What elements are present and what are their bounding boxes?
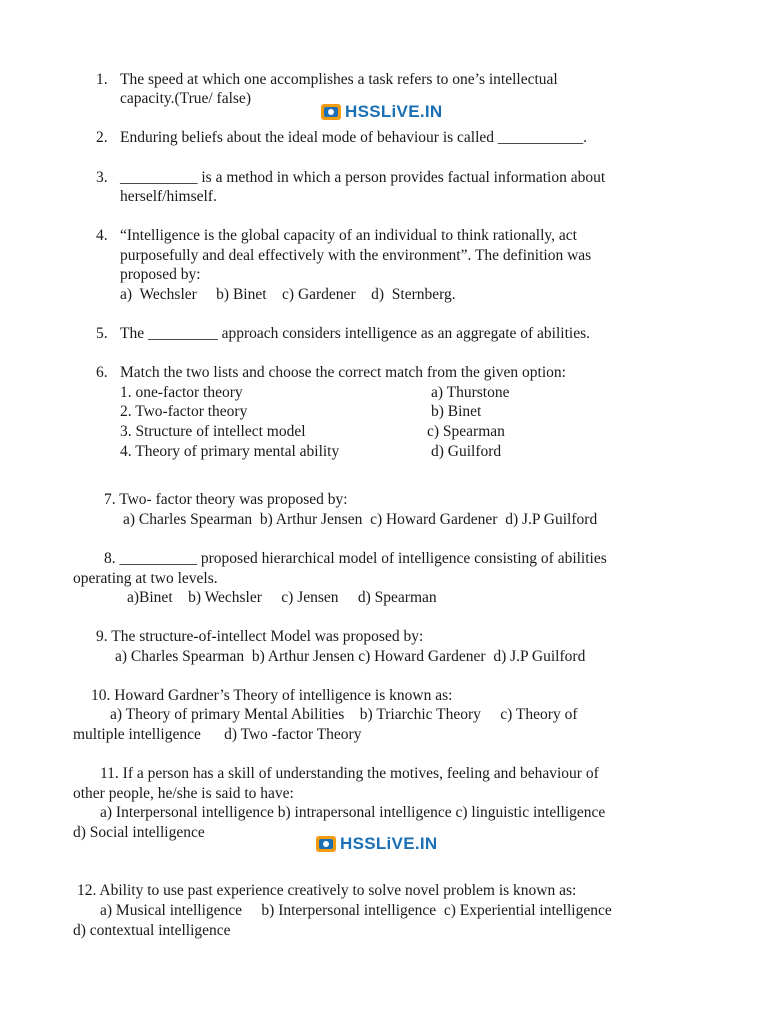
item-number: 6. bbox=[96, 364, 108, 381]
question-9-stem: 9. The structure-of-intellect Model was proposed by: bbox=[96, 628, 424, 645]
match-left-2: 2. Two-factor theory bbox=[120, 403, 248, 420]
question-12-stem: 12. Ability to use past experience creatively to solve novel problem is known as: bbox=[77, 882, 577, 899]
question-5: The _________ approach considers intelligence as an aggregate of abilities. bbox=[120, 325, 591, 342]
question-8-line-2: operating at two levels. bbox=[73, 570, 218, 587]
watermark-logo bbox=[320, 99, 442, 125]
match-left-1: 1. one-factor theory bbox=[120, 384, 243, 401]
question-6-stem: Match the two lists and choose the correct match from the given option: bbox=[120, 364, 566, 381]
question-3-line-1: __________ is a method in which a person provides factual information about bbox=[120, 169, 606, 186]
question-8-line-1: 8. __________ proposed hierarchical model of intelligence consisting of abilities bbox=[104, 550, 607, 567]
question-4-line-2: purposefully and deal effectively with the environment”. The definition was bbox=[120, 247, 592, 264]
question-12-options-1: a) Musical intelligence b) Interpersonal intelligence c) Experiential intelligence bbox=[100, 902, 612, 919]
question-4-line-1: “Intelligence is the global capacity of an individual to think rationally, act bbox=[120, 227, 577, 244]
question-4-options: a) Wechsler b) Binet c) Gardener d) Sternberg. bbox=[120, 286, 456, 303]
item-number: 2. bbox=[96, 129, 108, 146]
item-number: 5. bbox=[96, 325, 108, 342]
question-10-options-2: multiple intelligence d) Two -factor Theory bbox=[73, 726, 362, 743]
logo-icon bbox=[315, 833, 337, 855]
question-11-line-2: other people, he/she is said to have: bbox=[73, 785, 294, 802]
question-10-options-1: a) Theory of primary Mental Abilities b) Triarchic Theory c) Theory of bbox=[110, 706, 578, 723]
question-7-options: a) Charles Spearman b) Arthur Jensen c) Howard Gardener d) J.P Guilford bbox=[123, 511, 598, 528]
question-8-options: a)Binet b) Wechsler c) Jensen d) Spearman bbox=[127, 589, 437, 606]
question-11-options-1: a) Interpersonal intelligence b) intrapersonal intelligence c) linguistic intelligence bbox=[100, 804, 606, 821]
match-left-3: 3. Structure of intellect model bbox=[120, 423, 306, 440]
question-7-stem: 7. Two- factor theory was proposed by: bbox=[104, 491, 348, 508]
logo-text: HSSLiVE.IN bbox=[345, 102, 443, 121]
question-2: Enduring beliefs about the ideal mode of behaviour is called ___________. bbox=[120, 129, 588, 146]
match-left-4: 4. Theory of primary mental ability bbox=[120, 443, 340, 460]
question-1-line-2: capacity.(True/ false) bbox=[120, 90, 251, 107]
match-right-1: a) Thurstone bbox=[431, 384, 510, 401]
question-3-line-2: herself/himself. bbox=[120, 188, 217, 205]
item-number: 3. bbox=[96, 169, 108, 186]
item-number: 1. bbox=[96, 71, 108, 88]
question-4-line-3: proposed by: bbox=[120, 266, 201, 283]
question-10-stem: 10. Howard Gardner’s Theory of intelligence is known as: bbox=[91, 687, 453, 704]
item-number: 4. bbox=[96, 227, 108, 244]
question-11-options-2: d) Social intelligence bbox=[73, 824, 205, 841]
match-right-2: b) Binet bbox=[431, 403, 482, 420]
question-12-options-2: d) contextual intelligence bbox=[73, 922, 231, 939]
logo-icon bbox=[320, 101, 342, 123]
match-right-3: c) Spearman bbox=[427, 423, 505, 440]
match-right-4: d) Guilford bbox=[431, 443, 502, 460]
logo-text: HSSLiVE.IN bbox=[340, 834, 438, 853]
watermark-logo bbox=[315, 831, 437, 857]
question-9-options: a) Charles Spearman b) Arthur Jensen c) Howard Gardener d) J.P Guilford bbox=[115, 648, 586, 665]
question-1-line-1: The speed at which one accomplishes a task refers to one’s intellectual bbox=[120, 71, 558, 88]
question-11-line-1: 11. If a person has a skill of understanding the motives, feeling and behaviour of bbox=[100, 765, 599, 782]
